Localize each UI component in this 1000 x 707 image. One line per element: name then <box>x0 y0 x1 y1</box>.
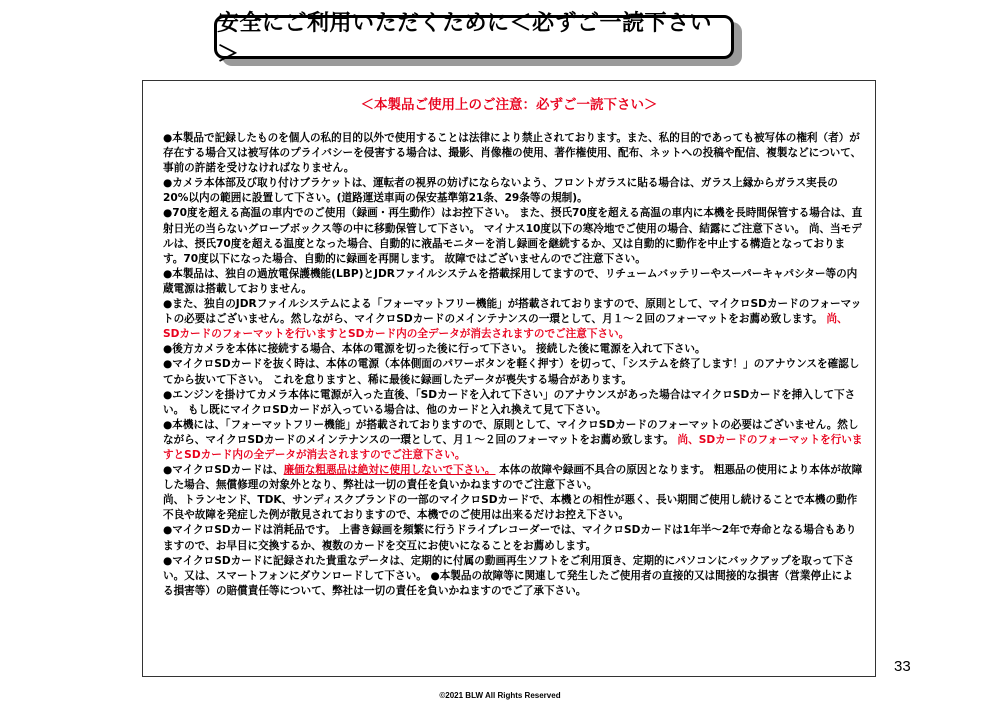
page-title: 安全にご利用いただくために＜必ずご一読下さい＞ <box>217 11 713 67</box>
paragraph-text: ●マイクロSDカードは消耗品です。 上書き録画を頻繁に行うドライブレコーダーでは、マイクロSDカードは1年半～2年で寿命となる場合もありますので、お早目に交換するか、複数のカードを交互にお使いになることをお薦めします。 <box>163 524 857 552</box>
notice-paragraph <box>163 388 863 418</box>
notice-content-box <box>142 80 876 677</box>
paragraph-text: ●後方カメラを本体に接続する場合、本体の電源を切った後に行って下さい。 接続した後に電源を入れて下さい。 <box>163 343 706 356</box>
notice-paragraph <box>163 176 863 206</box>
notice-paragraph <box>163 206 863 266</box>
title-box <box>214 11 734 67</box>
notice-paragraph <box>163 493 863 523</box>
notice-paragraph <box>163 523 863 553</box>
notice-paragraph <box>163 418 863 463</box>
paragraph-text: ●本機には、「フォーマットフリー機能」が搭載されておりますので、原則として、マイクロSDカードのフォーマットの必要はございません。然しながら、マイクロSDカードのメインテナンスの一環として、月１～２回のフォーマットをお薦め致します。 <box>163 418 859 446</box>
notice-paragraph <box>163 131 863 176</box>
paragraph-text: ●マイクロSDカードに記録された貴重なデータは、定期的に付属の動画再生ソフトをご利用頂き、定期的にパソコンにバックアップを取って下さい。又は、スマートフォンにダウンロードして下さい。 ●本製品の故障等に関連して発生したご使用者の直接的又は間接的な損害（営業停止による損害等）の賠償責任等について、弊社は一切の責任を負いかねますのでご了承下さい。 <box>163 554 855 597</box>
paragraph-text: ●70度を超える高温の車内でのご使用（録画・再生動作）はお控下さい。 また、摂氏70度を超える高温の車内に本機を長時間保管する場合は、直射日光の当らないグローブボックス等の中に移動保管して下さい。 マイナス10度以下の寒冷地でご使用の場合、結露にご注意下さい。 尚、当モデルは、摂氏70度を超える温度となった場合、自動的に液晶モニターを消し録画を継続するか、又は自動的に動作を中止する構造となっております。70度以下になった場合、自動的に録画を再開します。 故障ではございませんのでご注意下さい。 <box>163 207 863 265</box>
paragraph-text: 尚、トランセンド、TDK、サンディスクブランドの一部のマイクロSDカードで、本機との相性が悪く、長い期間ご使用し続けることで本機の動作不良や故障を発症した例が散見されておりますので、本機でのご使用は出来るだけお控え下さい。 <box>163 494 858 522</box>
notice-body <box>163 131 863 599</box>
paragraph-text: ●カメラ本体部及び取り付けブラケットは、運転者の視界の妨げにならないよう、フロントガラスに貼る場合は、ガラス上縁からガラス実長の20%以内の範囲に設置して下さい。(道路運送車両の保安基準第21条、29条等の規制)。 <box>163 177 838 205</box>
paragraph-text: 本体の故障や録画不具合の原因となります。 粗悪品の使用により本体が故障した場合、無償修理の対象外となり、弊社は一切の責任を負いかねますのでご注意下さい。 <box>163 464 863 492</box>
copyright-notice: ©2021 BLW All Rights Reserved <box>439 691 561 700</box>
highlighted-text: 尚、SDカードのフォーマットを行いますとSDカード内の全データが消去されますのでご注意下さい。 <box>163 313 848 341</box>
notice-paragraph <box>163 463 863 493</box>
paragraph-text: ●また、独自のJDRファイルシステムによる「フォーマットフリー機能」が搭載されておりますので、原則として、マイクロSDカードのフォーマットの必要はございません。然しながら、マイクロSDカードのメインテナンスの一環として、月１～２回のフォーマットをお薦め致します。 <box>163 298 862 326</box>
notice-paragraph <box>163 297 863 342</box>
highlighted-text: 尚、SDカードのフォーマットを行いますとSDカード内の全データが消去されますのでご注意下さい。 <box>163 433 863 461</box>
paragraph-text: ●マイクロSDカードは、 <box>163 464 284 477</box>
paragraph-text: ●本製品は、独自の過放電保護機能(LBP)とJDRファイルシステムを搭載採用してますので、リチュームバッテリーやスーパーキャパシター等の内蔵電源は搭載しておりません。 <box>163 267 858 295</box>
paragraph-text: ●本製品で記録したものを個人の私的目的以外で使用することは法律により禁止されております。また、私的目的であっても被写体の権利（者）が存在する場合又は被写体のプライバシーを侵害する場合は、撮影、肖像権の使用、著作権使用、配布、ネットへの投稿や配信、複製などについて、事前の許諾を受けなければなりません。 <box>163 132 862 175</box>
notice-paragraph <box>163 554 863 599</box>
notice-header: ＜本製品ご使用上のご注意：必ずご一読下さい＞ <box>360 97 658 113</box>
paragraph-text: ●マイクロSDカードを抜く時は、本体の電源（本体側面のパワーボタンを軽く押す）を切って、「システムを終了します！」のアナウンスを確認してから抜いて下さい。 これを怠りますと、稀に最後に録画したデータが喪失する場合があります。 <box>163 358 860 386</box>
notice-paragraph <box>163 267 863 297</box>
page-number: 33 <box>894 658 911 675</box>
notice-paragraph <box>163 342 863 357</box>
notice-paragraph <box>163 357 863 387</box>
highlighted-text: 廉価な粗悪品は絶対に使用しないで下さい。 <box>283 464 496 477</box>
paragraph-text: ●エンジンを掛けてカメラ本体に電源が入った直後、「SDカードを入れて下さい」のアナウンスがあった場合はマイクロSDカードを挿入して下さい。 もし既にマイクロSDカードが入っている場合は、他のカードと入れ換えて見て下さい。 <box>163 388 856 416</box>
